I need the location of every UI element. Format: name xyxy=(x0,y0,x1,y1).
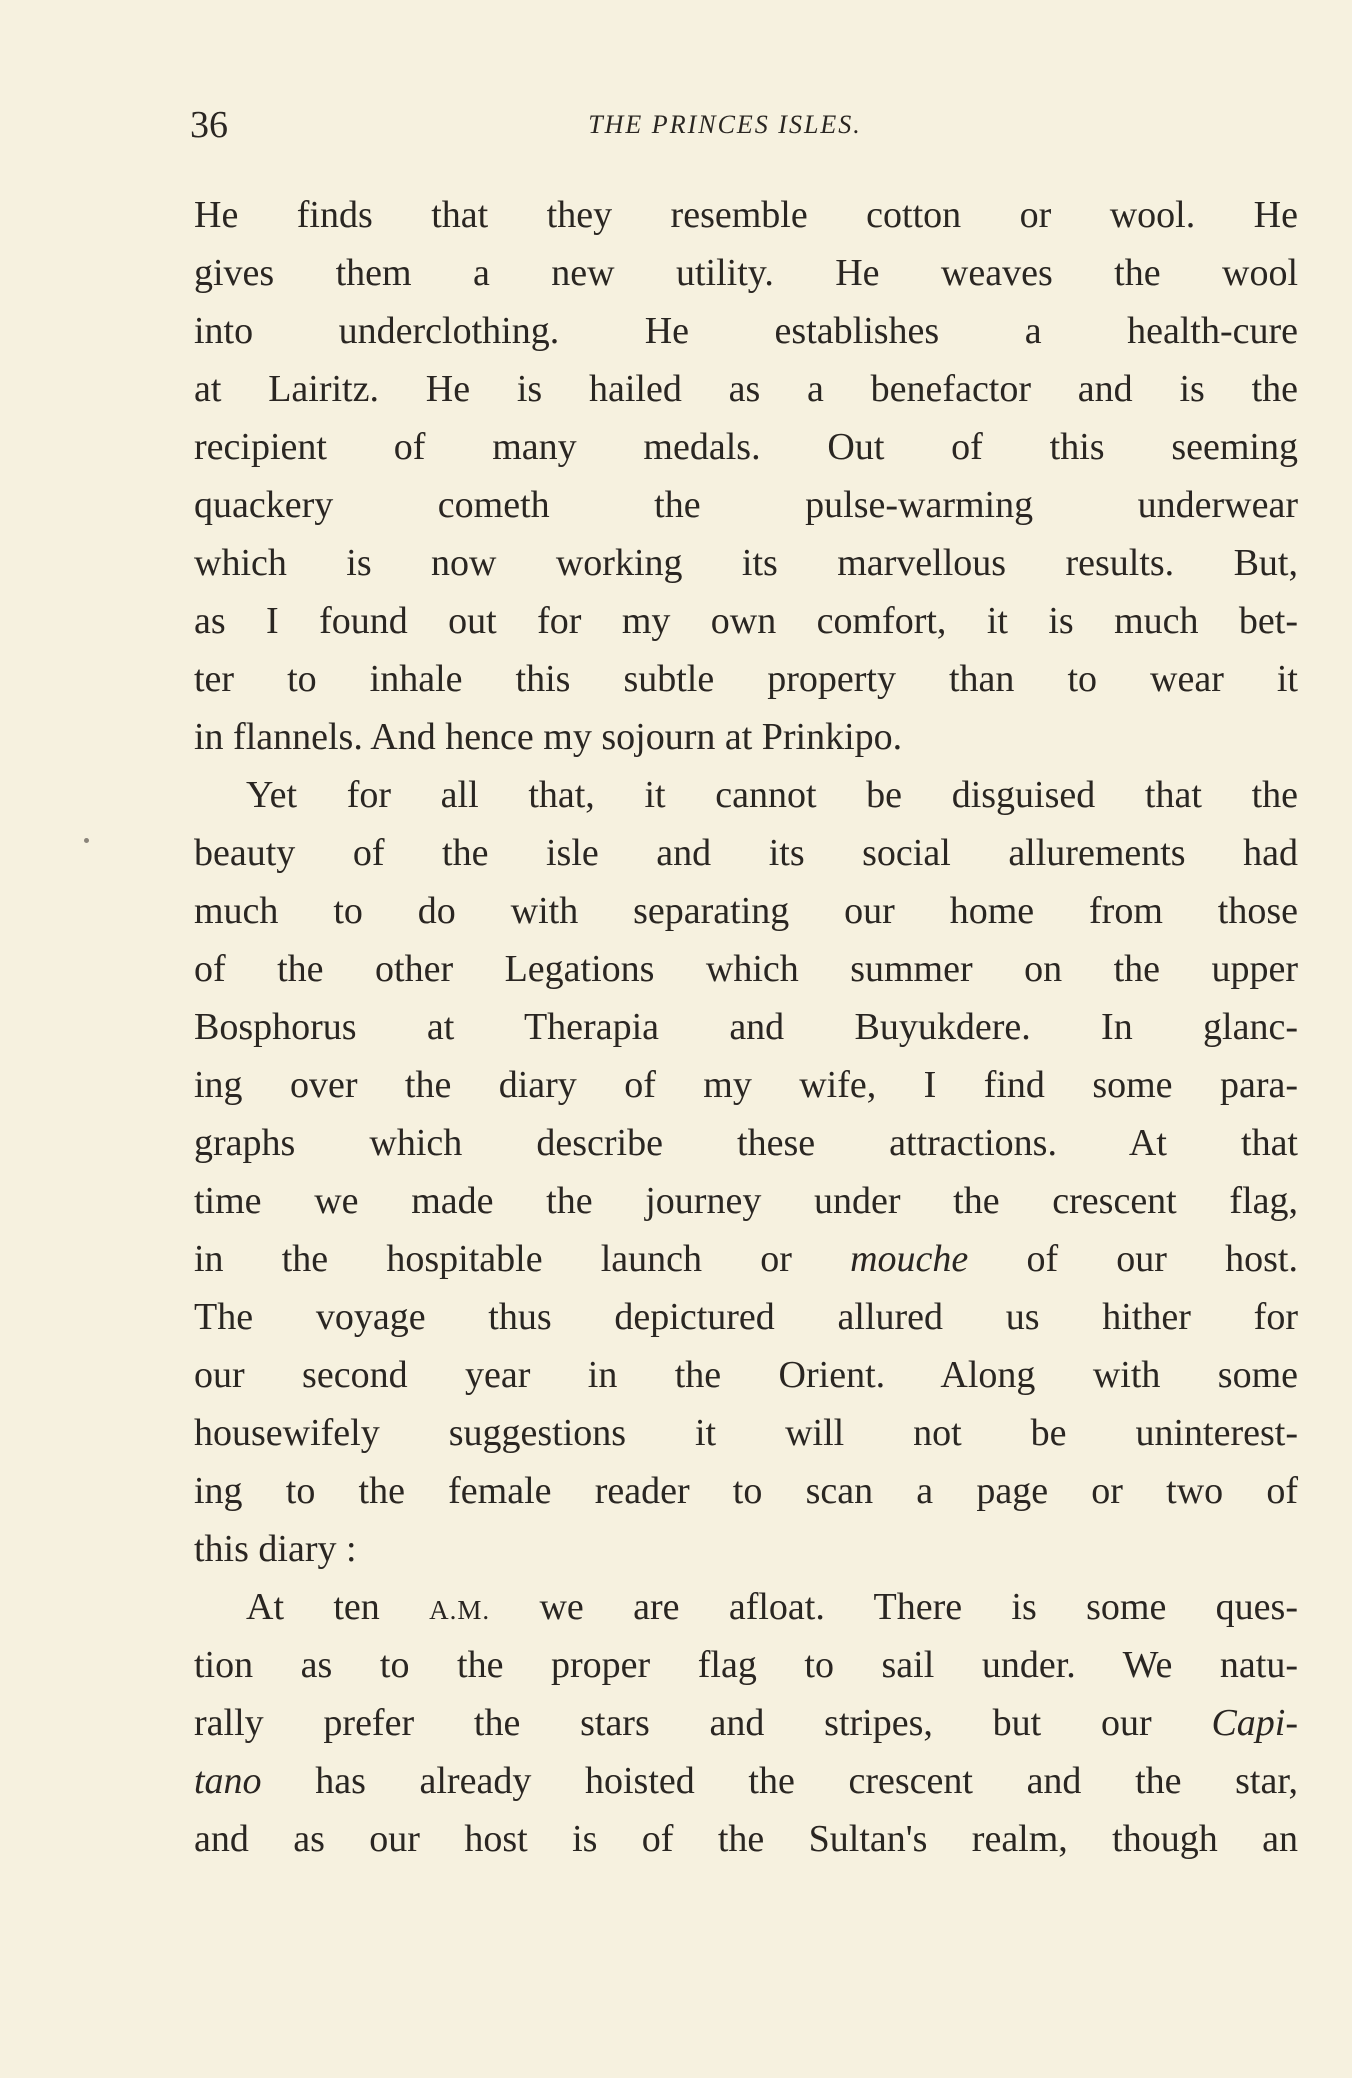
text-line: At ten A.M. we are afloat. There is some ques- xyxy=(246,1586,1298,1628)
italic-word: tano xyxy=(194,1760,262,1802)
text-line: graphs which describe these attractions. At that xyxy=(194,1122,1298,1164)
text-line: time we made the journey under the crescent flag, xyxy=(194,1180,1298,1222)
text-line: ing to the female reader to scan a page or two of xyxy=(194,1470,1298,1512)
text-line: recipient of many medals. Out of this seeming xyxy=(194,426,1298,468)
text-line: housewifely suggestions it will not be uninterest- xyxy=(194,1412,1298,1454)
text-line: our second year in the Orient. Along with some xyxy=(194,1354,1298,1396)
text-line: Yet for all that, it cannot be disguised that the xyxy=(246,774,1298,816)
text-line: ter to inhale this subtle property than to wear it xyxy=(194,658,1298,700)
text-line: beauty of the isle and its social allurements had xyxy=(194,832,1298,874)
text-line: He finds that they resemble cotton or wool. He xyxy=(194,194,1298,236)
text-line: rally prefer the stars and stripes, but our Capi- xyxy=(194,1702,1298,1744)
text-line: tion as to the proper flag to sail under. We natu- xyxy=(194,1644,1298,1686)
italic-word: Capi- xyxy=(1211,1702,1298,1744)
text-line: in flannels. And hence my sojourn at Prinkipo. xyxy=(194,716,903,758)
text-line: quackery cometh the pulse-warming underwear xyxy=(194,484,1298,526)
text-line: this diary : xyxy=(194,1528,357,1570)
ink-speck xyxy=(84,838,89,843)
text-line: The voyage thus depictured allured us hither for xyxy=(194,1296,1298,1338)
text-line: at Lairitz. He is hailed as a benefactor and is the xyxy=(194,368,1298,410)
text-line: gives them a new utility. He weaves the wool xyxy=(194,252,1298,294)
running-title: THE PRINCES ISLES. xyxy=(588,110,862,139)
text-line: much to do with separating our home from those xyxy=(194,890,1298,932)
text-line: as I found out for my own comfort, it is much bet- xyxy=(194,600,1298,642)
text-line: which is now working its marvellous results. But, xyxy=(194,542,1298,584)
text-line: in the hospitable launch or mouche of our host. xyxy=(194,1238,1298,1280)
small-caps-word: A.M. xyxy=(429,1595,491,1625)
text-line: ing over the diary of my wife, I find some para- xyxy=(194,1064,1298,1106)
text-line: of the other Legations which summer on the upper xyxy=(194,948,1298,990)
text-line: Bosphorus at Therapia and Buyukdere. In glanc- xyxy=(194,1006,1298,1048)
text-line: and as our host is of the Sultan's realm, though an xyxy=(194,1818,1298,1860)
text-line: tano has already hoisted the crescent and the star, xyxy=(194,1760,1298,1802)
text-line: into underclothing. He establishes a health-cure xyxy=(194,310,1298,352)
page-header xyxy=(190,100,1300,150)
body-text xyxy=(194,186,1298,1868)
italic-word: mouche xyxy=(850,1238,969,1280)
page-number: 36 xyxy=(190,104,228,146)
